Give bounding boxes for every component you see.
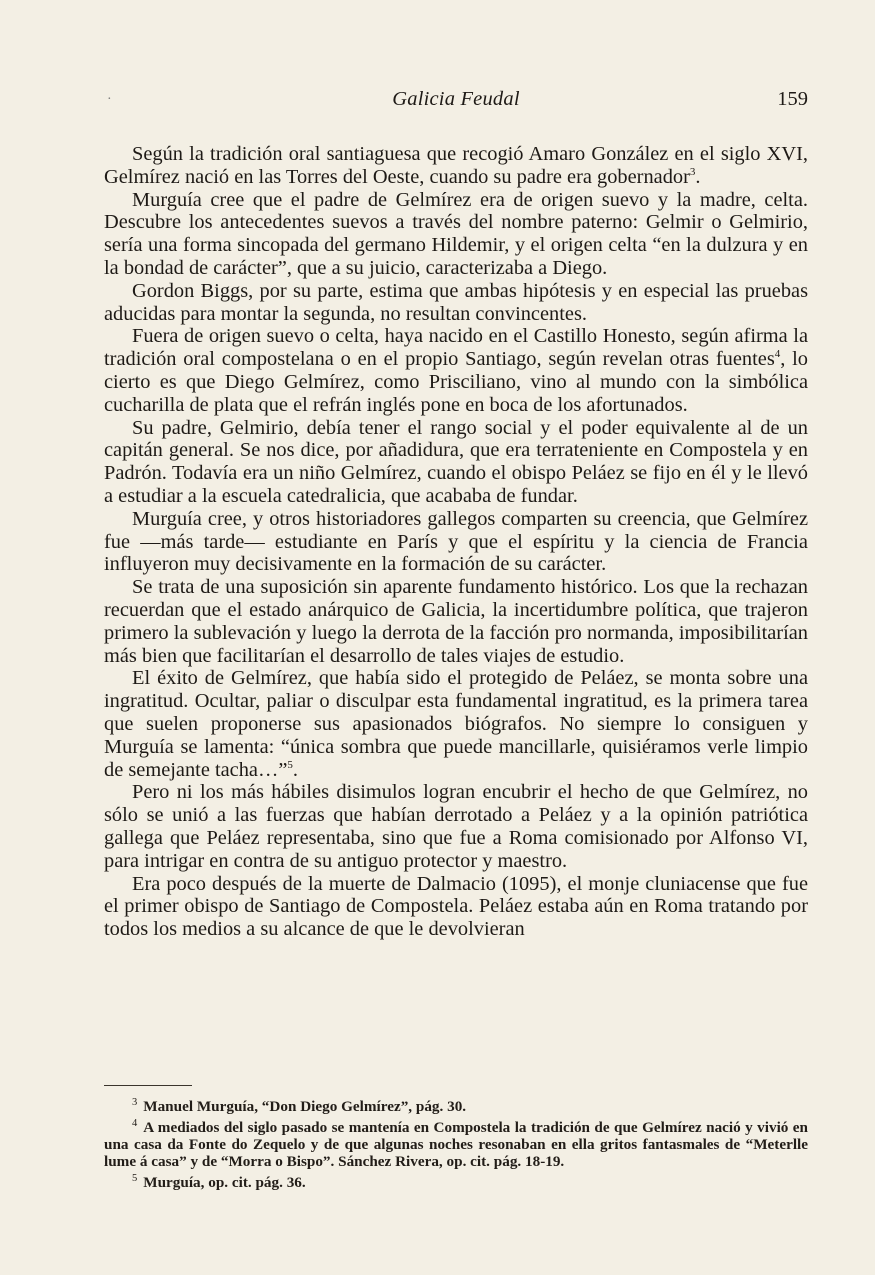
margin-dot: ·: [107, 92, 112, 107]
paragraph-text: Murguía cree, y otros historiadores gallegos comparten su creencia, que Gelmírez fue —más tarde— estudiante en París y que el espíritu y la ciencia de Francia influyeron muy decisivamente en la formación de su carácter.: [104, 507, 808, 576]
paragraph-text: Murguía cree que el padre de Gelmírez era de origen suevo y la madre, celta. Descubre los antecedentes suevos a través del nombre paterno: Gelmir o Gelmirio, sería una forma sincopada del germano Hildemir, y el origen celta “en la dulzura y en la bondad de carácter”, que a su juicio, caracterizaba a Diego.: [104, 188, 808, 279]
paragraph: [104, 576, 808, 667]
footnote-mark: 5: [132, 1173, 138, 1185]
footnote-text: Manuel Murguía, “Don Diego Gelmírez”, pág. 30.: [143, 1098, 467, 1116]
paragraph-text-tail: , lo cierto es que Diego Gelmírez, como Prisciliano, vino al mundo con la simbólica cucharilla de plata que el refrán inglés pone en boca de los afortunados.: [104, 348, 808, 416]
paragraph: [104, 417, 808, 508]
paragraph: [104, 508, 808, 576]
paragraph: [104, 781, 808, 872]
paragraph-text: Fuera de origen suevo o celta, haya nacido en el Castillo Honesto, según afirma la tradición oral compostelana o en el propio Santiago, según revelan otras fuentes: [104, 325, 808, 371]
paragraph-text: Según la tradición oral santiaguesa que recogió Amaro González en el siglo XVI, Gelmírez nació en las Torres del Oeste, cuando su padre era gobernador: [104, 143, 808, 188]
paragraph: [104, 143, 808, 189]
footnote-ref: 3: [689, 166, 696, 178]
page-number: 159: [777, 88, 808, 110]
footnote: [104, 1094, 808, 1115]
footnote-text: Murguía, op. cit. pág. 36.: [143, 1174, 306, 1192]
footnote-ref: 5: [287, 758, 293, 771]
paragraph: [104, 325, 808, 416]
running-header: [104, 88, 808, 114]
paragraph-text: Era poco después de la muerte de Dalmacio (1095), el monje cluniacense que fue el primer obispo de Santiago de Compostela. Peláez estaba aún en Roma tratando por todos los medios a su alcance de que le devolvieran: [104, 872, 808, 941]
footnote-mark: 4: [132, 1118, 138, 1130]
footnote: [104, 1170, 808, 1191]
footnote-text: A mediados del siglo pasado se mantenía en Compostela la tradición de que Gelmírez nació y vivió en una casa da Fonte do Zequelo y de que algunas noches resonaban en ella gritos fantasmales de “Meterlle lume á casa” y de “Morra o Bispo”. Sánchez Rivera, op. cit. pág. 18-19.: [104, 1119, 808, 1171]
paragraph-text: Pero ni los más hábiles disimulos logran encubrir el hecho de que Gelmírez, no sólo se unió a las fuerzas que habían derrotado a Peláez y a la opinión patriótica gallega que Peláez representaba, sino que fue a Roma comisionado por Alfonso VI, para intrigar en contra de su antiguo protector y maestro.: [104, 781, 808, 872]
running-title: Galicia Feudal: [392, 88, 520, 110]
footnote-mark: 3: [132, 1097, 138, 1108]
paragraph-text-tail: .: [292, 758, 299, 781]
paragraph-text-tail: .: [695, 165, 701, 188]
paragraph: [104, 873, 808, 941]
paragraph: [104, 280, 808, 326]
paragraph-text: El éxito de Gelmírez, que había sido el protegido de Peláez, se monta sobre una ingratitud. Ocultar, paliar o disculpar esta fundamental ingratitud, es la primera tarea que suelen proponerse sus apasionados biógrafos. No siempre lo consiguen y Murguía se lamenta: “única sombra que puede mancillarle, quisiéramos verle limpio de semejante tacha…”: [104, 667, 808, 781]
paragraph-text: Se trata de una suposición sin aparente fundamento histórico. Los que la rechazan recuerdan que el estado anárquico de Galicia, la incertidumbre política, que trajeron primero la sublevación y luego la derrota de la facción pro normanda, imposibilitarían más bien que facilitarían el desarrollo de tales viajes de estudio.: [104, 576, 808, 667]
body-text: [104, 143, 808, 941]
paragraph: [104, 667, 808, 781]
footnote-ref: 4: [774, 348, 781, 361]
paragraph: [104, 189, 808, 280]
footnote: [104, 1115, 808, 1170]
footnotes: [104, 1094, 808, 1191]
paragraph-text: Gordon Biggs, por su parte, estima que ambas hipótesis y en especial las pruebas aducidas para montar la segunda, no resultan convincentes.: [104, 279, 808, 325]
footnote-separator: [104, 1085, 192, 1086]
paragraph-text: Su padre, Gelmirio, debía tener el rango social y el poder equivalente al de un capitán general. Se nos dice, por añadidura, que era terrateniente en Compostela y en Padrón. Todavía era un niño Gelmírez, cuando el obispo Peláez se fijo en él y le llevó a estudiar a la escuela catedralicia, que acababa de fundar.: [104, 416, 808, 507]
